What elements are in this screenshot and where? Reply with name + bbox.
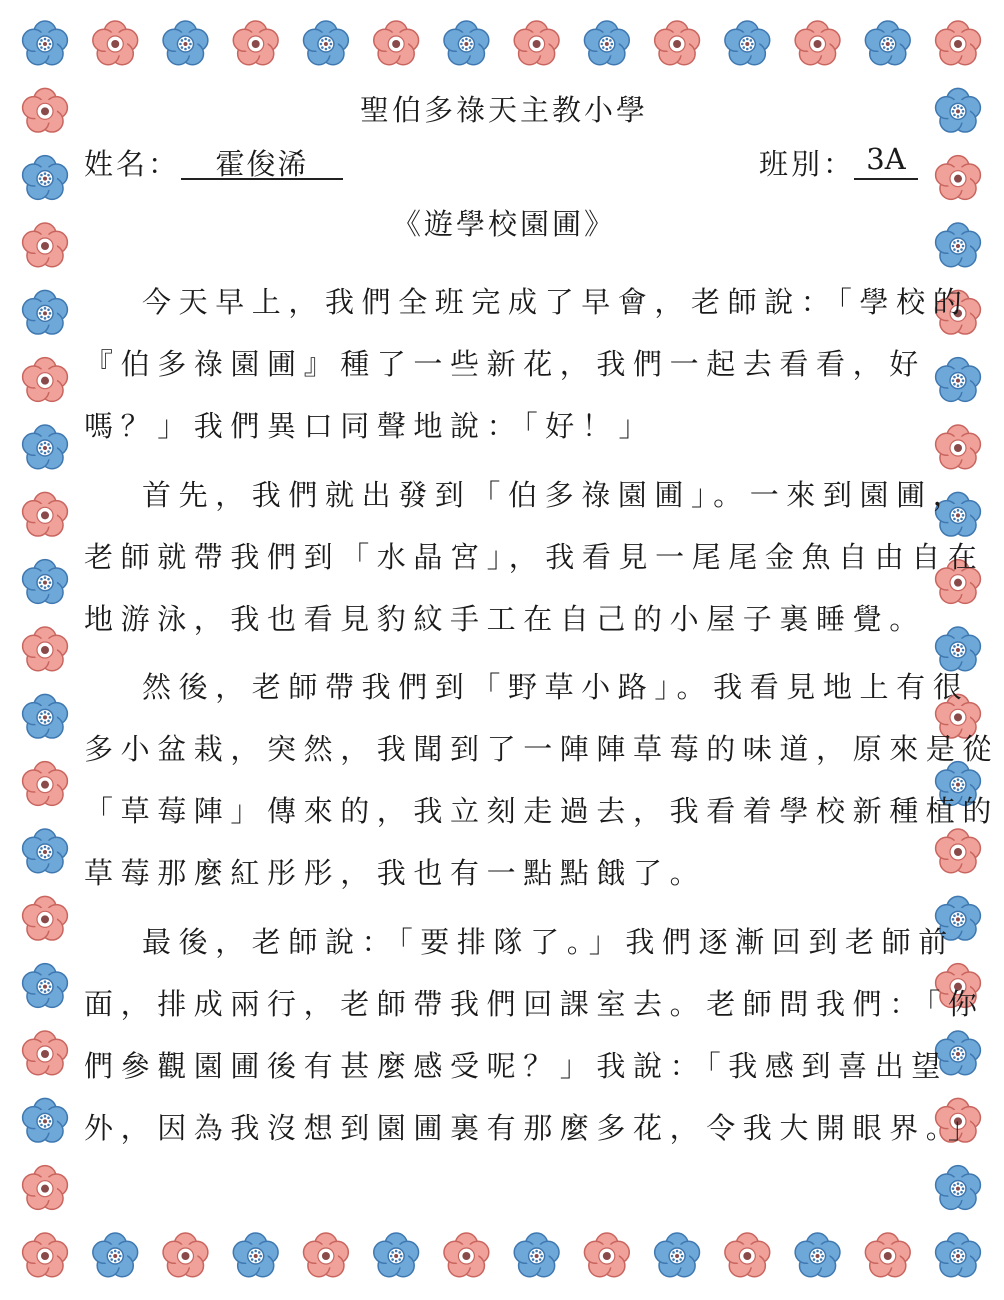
student-name: 霍俊浠 — [181, 142, 343, 180]
blue-flower-icon — [936, 88, 981, 132]
essay-line: 們參觀園圃後有甚麼感受呢？」我說：「我感到喜出望 — [84, 1049, 948, 1083]
pink-flower-icon — [23, 88, 68, 132]
blue-flower-icon — [304, 21, 349, 65]
pink-flower-icon — [23, 358, 68, 402]
pink-flower-icon — [233, 21, 278, 65]
blue-flower-icon — [23, 694, 68, 738]
pink-flower-icon — [795, 21, 840, 65]
blue-flower-icon — [23, 290, 68, 334]
blue-flower-icon — [233, 1233, 278, 1277]
essay-line: 地游泳，我也看見豹紋手工在自己的小屋子裏睡覺。 — [84, 602, 926, 636]
blue-flower-icon — [23, 1098, 68, 1142]
pink-flower-icon — [655, 21, 700, 65]
student-class: 3A — [854, 142, 918, 180]
essay-line: 老師就帶我們到「水晶宮」，我看見一尾尾金魚自由自在 — [84, 540, 985, 574]
pink-flower-icon — [936, 425, 981, 469]
blue-flower-icon — [655, 1233, 700, 1277]
essay-line: 今天早上，我們全班完成了早會，老師說：「學校的 — [142, 285, 970, 319]
pink-flower-icon — [93, 21, 138, 65]
pink-flower-icon — [514, 21, 559, 65]
blue-flower-icon — [936, 1166, 981, 1210]
essay-line: 首先，我們就出發到「伯多祿園圃」。一來到園圃， — [142, 478, 970, 512]
blue-flower-icon — [936, 1233, 981, 1277]
blue-flower-icon — [23, 560, 68, 604]
student-info-row — [84, 142, 924, 182]
pink-flower-icon — [936, 21, 981, 65]
pink-flower-icon — [304, 1233, 349, 1277]
blue-flower-icon — [23, 829, 68, 873]
blue-flower-icon — [444, 21, 489, 65]
blue-flower-icon — [584, 21, 629, 65]
pink-flower-icon — [725, 1233, 770, 1277]
essay-line: 外，因為我沒想到園圃裏有那麼多花，令我大開眼界。」 — [84, 1111, 985, 1145]
blue-flower-icon — [23, 21, 68, 65]
class-label: 班別： — [759, 147, 856, 181]
blue-flower-icon — [93, 1233, 138, 1277]
pink-flower-icon — [23, 896, 68, 940]
blue-flower-icon — [725, 21, 770, 65]
blue-flower-icon — [23, 425, 68, 469]
essay-line: 面，排成兩行，老師帶我們回課室去。老師問我們：「你 — [84, 987, 985, 1021]
blue-flower-icon — [514, 1233, 559, 1277]
pink-flower-icon — [865, 1233, 910, 1277]
pink-flower-icon — [23, 1233, 68, 1277]
essay-line: 嗎？」我們異口同聲地說：「好！」 — [84, 409, 656, 443]
essay-line: 多小盆栽，突然，我聞到了一陣陣草莓的味道，原來是從 — [84, 732, 1000, 766]
pink-flower-icon — [444, 1233, 489, 1277]
pink-flower-icon — [23, 492, 68, 536]
school-name: 聖伯多祿天主教小學 — [359, 93, 648, 127]
blue-flower-icon — [23, 156, 68, 200]
essay-line: 『伯多祿園圃』種了一些新花，我們一起去看看，好 — [84, 347, 926, 381]
pink-flower-icon — [23, 1031, 68, 1075]
blue-flower-icon — [23, 964, 68, 1008]
essay-line: 最後，老師說：「要排隊了。」我們逐漸回到老師前 — [142, 925, 955, 959]
pink-flower-icon — [23, 627, 68, 671]
blue-flower-icon — [865, 21, 910, 65]
blue-flower-icon — [795, 1233, 840, 1277]
essay-line: 草莓那麼紅彤彤，我也有一點點餓了。 — [84, 856, 707, 890]
essay-line: 然後，老師帶我們到「野草小路」。我看見地上有很 — [142, 670, 970, 704]
pink-flower-icon — [584, 1233, 629, 1277]
pink-flower-icon — [23, 762, 68, 806]
pink-flower-icon — [23, 1166, 68, 1210]
blue-flower-icon — [936, 358, 981, 402]
essay-title: 《遊學校園圃》 — [391, 207, 616, 241]
pink-flower-icon — [23, 223, 68, 267]
pink-flower-icon — [936, 156, 981, 200]
pink-flower-icon — [374, 21, 419, 65]
blue-flower-icon — [163, 21, 208, 65]
pink-flower-icon — [163, 1233, 208, 1277]
pink-flower-icon — [936, 829, 981, 873]
blue-flower-icon — [936, 223, 981, 267]
name-label: 姓名： — [84, 147, 181, 181]
essay-line: 「草莓陣」傳來的，我立刻走過去，我看着學校新種植的 — [84, 794, 1000, 828]
blue-flower-icon — [374, 1233, 419, 1277]
